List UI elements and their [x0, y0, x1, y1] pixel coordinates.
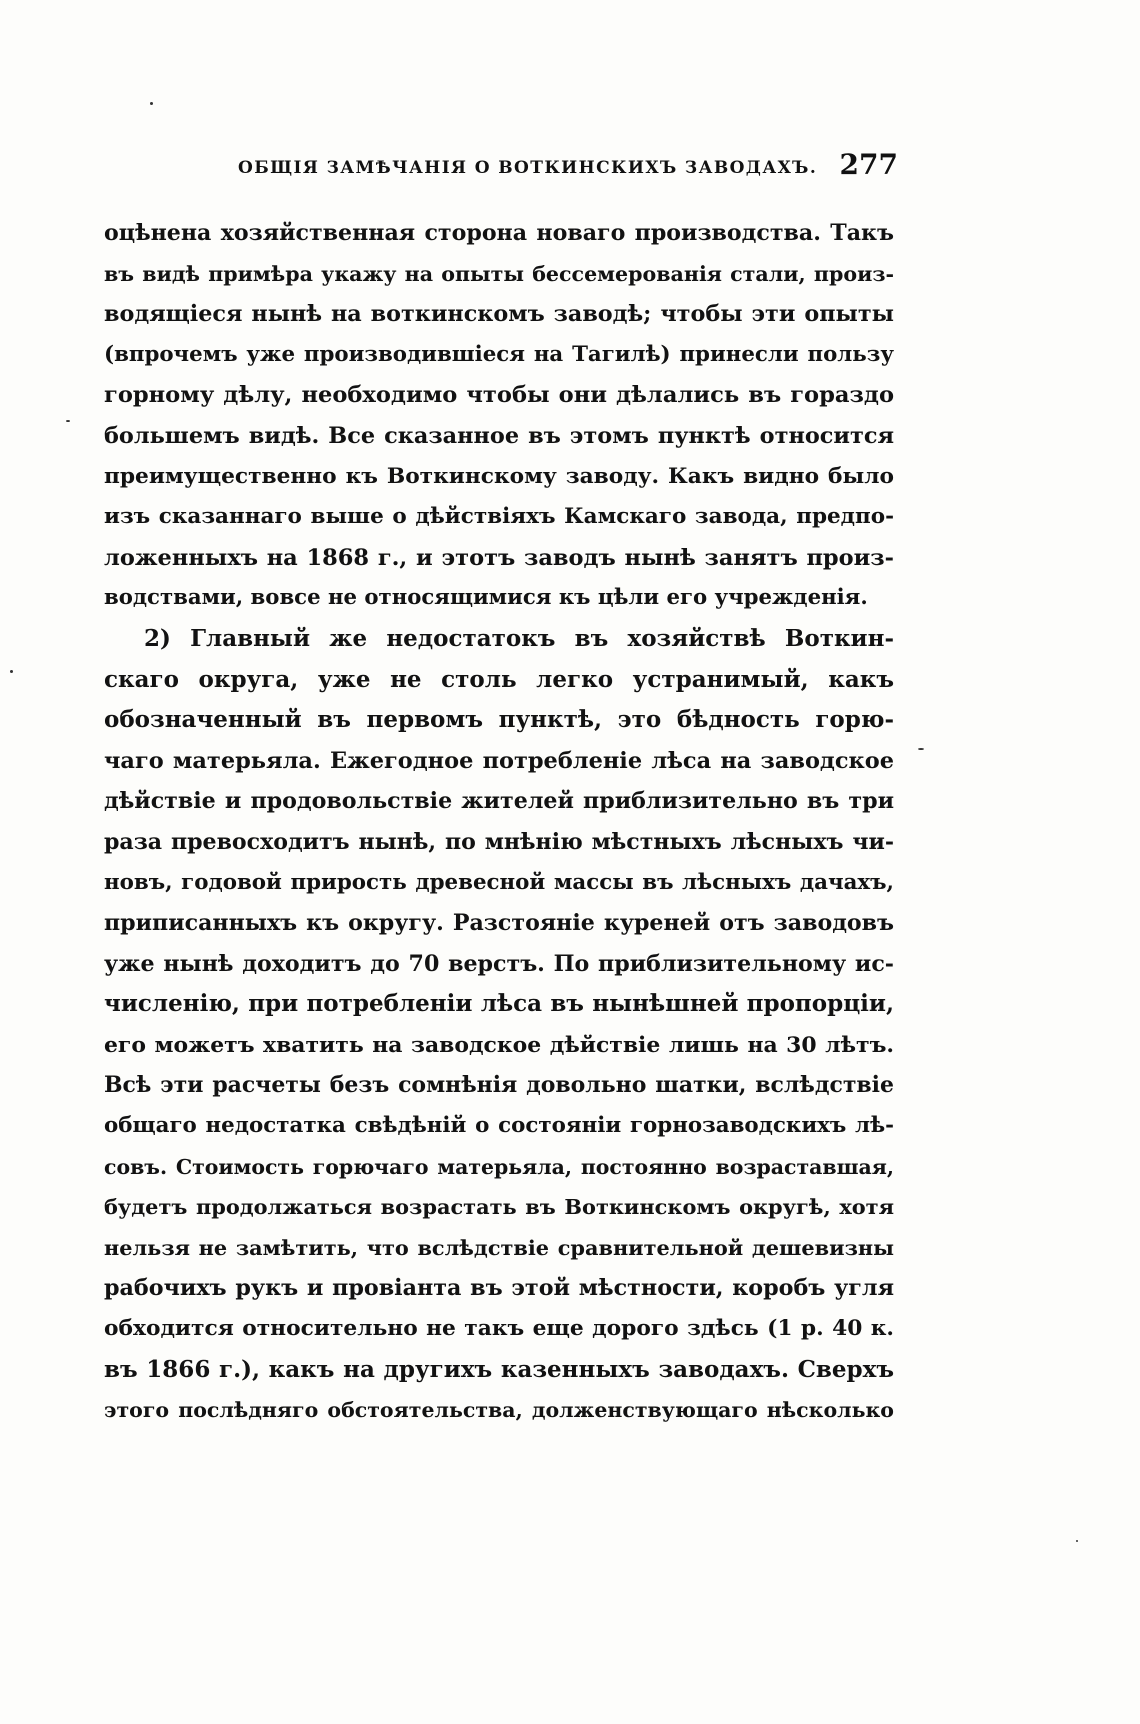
text-line: обозначенный въ первомъ пунктѣ, это бѣдность горю- — [104, 706, 894, 734]
text-line: въ видѣ примѣра укажу на опыты бессемерованія стали, произ- — [104, 261, 894, 286]
text-line: совъ. Стоимость горючаго матерьяла, постоянно возраставшая, — [104, 1154, 894, 1179]
text-line: въ 1866 г.), какъ на другихъ казенныхъ заводахъ. Сверхъ — [104, 1355, 894, 1383]
running-title: ОБЩІЯ ЗАМѢЧАНІЯ О ВОТКИНСКИХЪ ЗАВОДАХЪ. — [238, 158, 818, 178]
text-line: его можетъ хватить на заводское дѣйствіе лишь на 30 лѣтъ. — [104, 1031, 894, 1058]
scan-speck — [66, 420, 70, 422]
text-line: оцѣнена хозяйственная сторона новаго производства. Такъ — [104, 220, 894, 246]
text-line: численію, при потребленіи лѣса въ нынѣшней пропорціи, — [104, 990, 894, 1018]
text-line: дѣйствіе и продовольствіе жителей приблизительно въ три — [104, 788, 894, 815]
text-line: рабочихъ рукъ и провіанта въ этой мѣстности, коробъ угля — [104, 1275, 894, 1302]
text-line: этого послѣдняго обстоятельства, долженствующаго нѣсколько — [104, 1398, 894, 1423]
text-line: скаго округа, уже не столь легко устранимый, какъ — [104, 665, 894, 693]
text-line: раза превосходитъ нынѣ, по мнѣнію мѣстныхъ лѣсныхъ чи- — [104, 828, 894, 855]
text-line: изъ сказаннаго выше о дѣйствіяхъ Камскаго завода, предпо- — [104, 504, 894, 530]
paragraph-start-line: 2) Главный же недостатокъ въ хозяйствѣ Воткин- — [144, 624, 894, 652]
text-line: нельзя не замѣтить, что вслѣдствіе сравнительной дешевизны — [104, 1234, 894, 1260]
running-header — [238, 148, 898, 188]
text-line: ложенныхъ на 1868 г., и этотъ заводъ нынѣ занятъ произ- — [104, 544, 894, 571]
body-text — [104, 213, 894, 1431]
text-line: обходится относительно не такъ еще дорого здѣсь (1 р. 40 к. — [104, 1316, 894, 1342]
text-line: будетъ продолжаться возрастать въ Воткинскомъ округѣ, хотя — [104, 1194, 894, 1220]
text-line: Всѣ эти расчеты безъ сомнѣнія довольно шатки, вслѣдствіе — [104, 1072, 894, 1099]
text-line: чаго матерьяла. Ежегодное потребленіе лѣса на заводское — [104, 747, 894, 774]
scan-speck — [1076, 1540, 1078, 1542]
scan-speck — [918, 748, 924, 750]
scan-speck — [10, 670, 13, 673]
text-line: новъ, годовой прирость древесной массы въ лѣсныхъ дачахъ, — [104, 869, 894, 895]
text-line: горному дѣлу, необходимо чтобы они дѣлались въ гораздо — [104, 382, 894, 409]
text-line: приписанныхъ къ округу. Разстояніе куреней отъ заводовъ — [104, 910, 894, 937]
text-line: общаго недостатка свѣдѣній о состояніи горнозаводскихъ лѣ- — [104, 1113, 894, 1139]
text-line: преимущественно къ Воткинскому заводу. Какъ видно было — [104, 463, 894, 489]
text-line: водящіеся нынѣ на воткинскомъ заводѣ; чтобы эти опыты — [104, 301, 894, 328]
text-line: (впрочемъ уже производившіеся на Тагилѣ) принесли пользу — [104, 341, 894, 367]
scan-speck — [150, 102, 153, 105]
text-line: большемъ видѣ. Все сказанное въ этомъ пунктѣ относится — [104, 422, 894, 449]
text-line: водствами, вовсе не относящимися къ цѣли его учрежденія. — [104, 585, 868, 611]
page-number: 277 — [839, 148, 898, 181]
text-line: уже нынѣ доходитъ до 70 верстъ. По приблизительному ис- — [104, 950, 894, 977]
